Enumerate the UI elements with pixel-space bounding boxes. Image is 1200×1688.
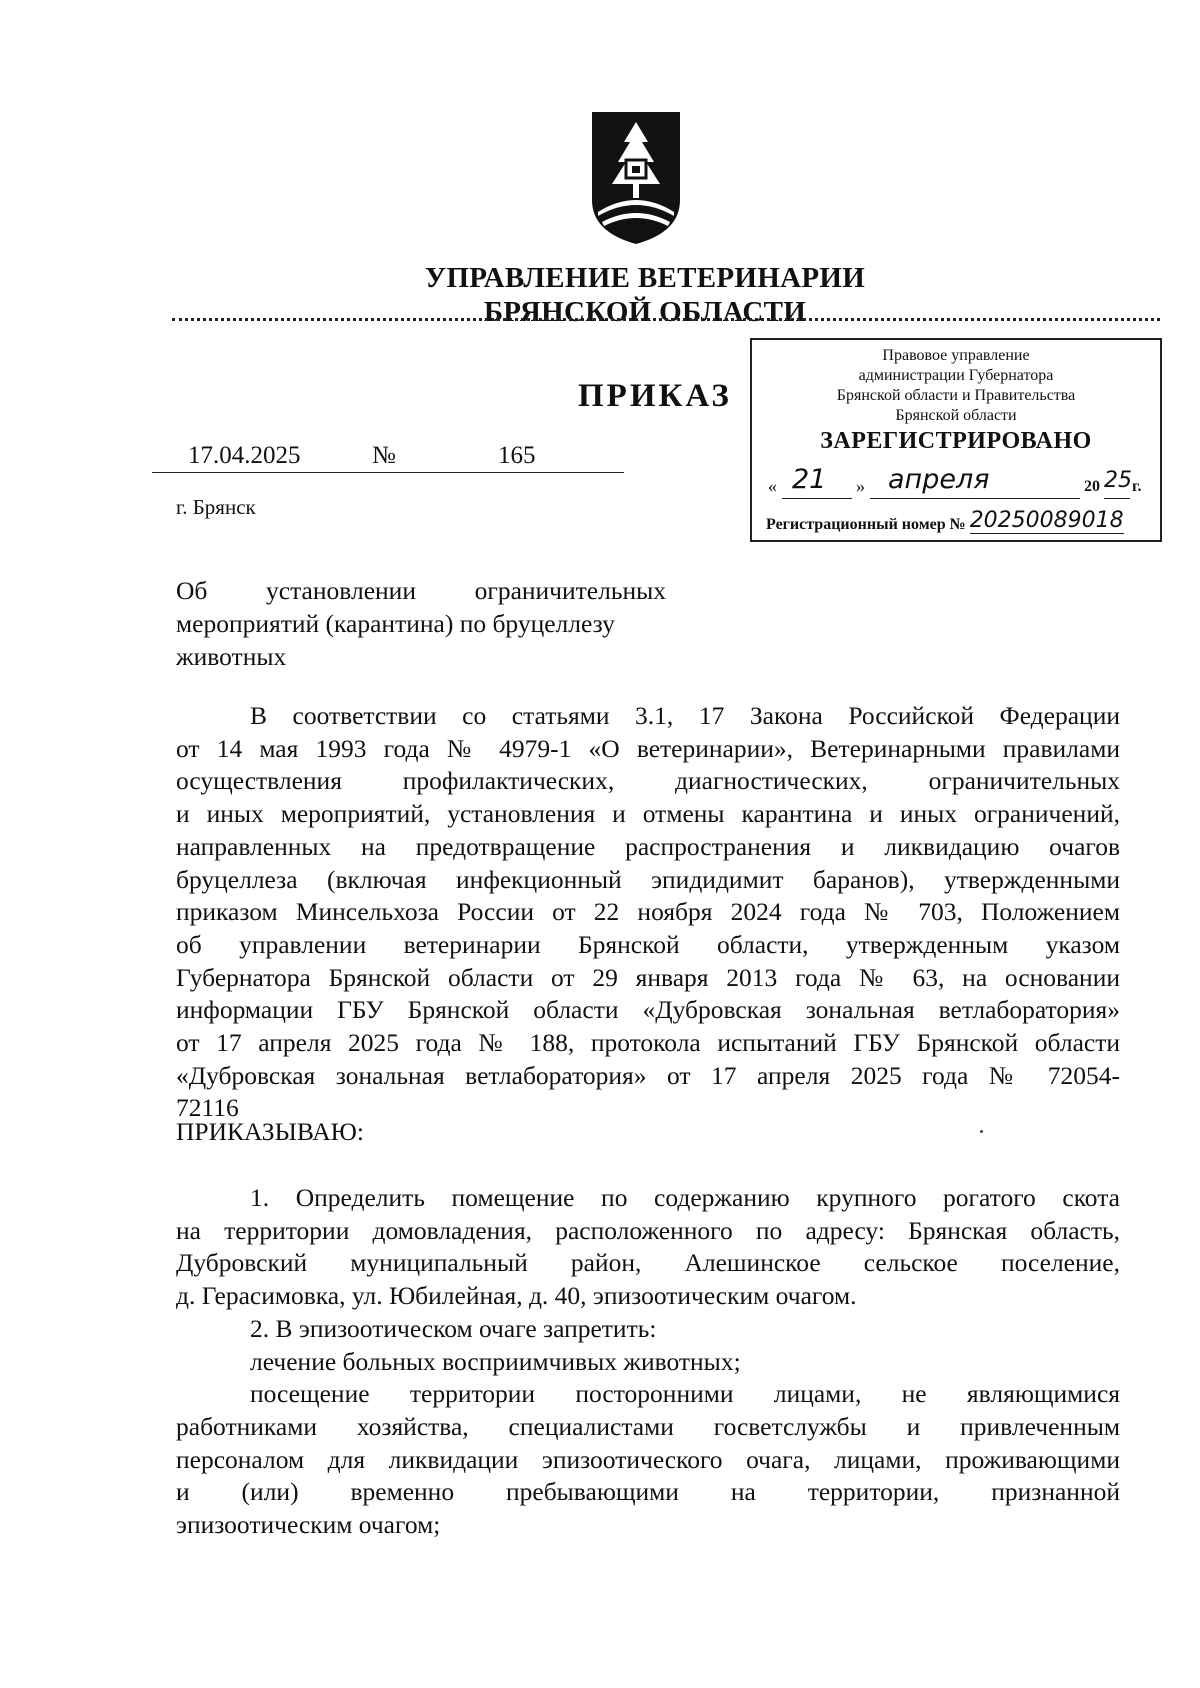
stamp-year-unit: г.: [1132, 478, 1142, 495]
issue-city: г. Брянск: [176, 495, 256, 519]
subject-line3: животных: [176, 642, 287, 671]
order-items: [176, 1182, 1120, 1542]
preamble-line: об управлении ветеринарии Брянской области, утвержденным указом: [176, 929, 1120, 959]
stamp-reg-label: Регистрационный номер №: [766, 516, 966, 533]
stamp-close-quote: »: [856, 476, 865, 496]
header-divider: [172, 318, 1160, 321]
stamp-open-quote: «: [768, 476, 777, 496]
subject-line2: мероприятий (карантина) по бруцеллезу: [176, 609, 615, 638]
item-line: работниками хозяйства, специалистами госветслужбы и привлеченным: [176, 1411, 1120, 1441]
item-line: на территории домовладения, расположенного по адресу: Брянская область,: [176, 1215, 1120, 1245]
item-line: персоналом для ликвидации эпизоотического очага, лицами, проживающими: [176, 1444, 1120, 1474]
stamp-year-suffix: 25: [1104, 468, 1132, 493]
item-line: эпизоотическим очагом;: [176, 1510, 441, 1540]
registration-stamp: [750, 338, 1162, 542]
order-word: ПРИКАЗЫВАЮ:: [176, 1117, 364, 1146]
order-number: 165: [498, 442, 536, 469]
document-title: ПРИКАЗ: [578, 378, 732, 414]
subject-line1: Об установлении ограничительных: [176, 576, 666, 605]
stamp-line1: Правовое управление: [882, 347, 1030, 364]
org-name-line1: УПРАВЛЕНИЕ ВЕТЕРИНАРИИ: [424, 262, 866, 294]
preamble-line: приказом Минсельхоза России от 22 ноября 2024 года № 703, Положением: [176, 897, 1120, 927]
preamble-line: «Дубровская зональная ветлаборатория» от 17 апреля 2025 года № 72054-: [176, 1060, 1120, 1090]
preamble-line: направленных на предотвращение распространения и ликвидацию очагов: [176, 831, 1120, 861]
number-label: №: [372, 442, 396, 469]
order-date: 17.04.2025: [188, 442, 301, 469]
coat-of-arms-emblem: [588, 108, 684, 248]
stamp-month: апреля: [888, 464, 990, 495]
item-line: лечение больных восприимчивых животных;: [250, 1346, 741, 1376]
item-line: 2. В эпизоотическом очаге запретить:: [250, 1313, 657, 1343]
date-number-line: [152, 442, 624, 473]
preamble-line: Губернатора Брянской области от 29 января 2013 года № 63, на основании: [176, 962, 1120, 992]
item-line: 1. Определить помещение по содержанию крупного рогатого скота: [250, 1183, 1120, 1212]
preamble-line: и иных мероприятий, установления и отмены карантина и иных ограничений,: [176, 799, 1120, 829]
preamble-line: информации ГБУ Брянской области «Дубровская зональная ветлаборатория»: [176, 995, 1120, 1025]
item-line: д. Герасимовка, ул. Юбилейная, д. 40, эпизоотическим очагом.: [176, 1281, 857, 1311]
item-line: посещение территории посторонними лицами, не являющимися: [250, 1379, 1120, 1409]
stamp-date-line: [766, 464, 1152, 502]
preamble-line: 72116: [176, 1093, 239, 1123]
stamp-reg-line: [766, 510, 1152, 535]
preamble-paragraph: [176, 700, 1120, 1125]
stamp-day: 21: [792, 464, 827, 495]
item-line: и (или) временно пребывающими на территории, признанной: [176, 1477, 1120, 1507]
stamp-line3: Брянской области и Правительства: [836, 387, 1076, 404]
item-line: Дубровский муниципальный район, Алешинское сельское поселение,: [176, 1248, 1120, 1278]
preamble-line: осуществления профилактических, диагностических, ограничительных: [176, 766, 1120, 796]
order-subject: [176, 574, 666, 673]
scan-speck: [980, 1130, 983, 1133]
preamble-line: бруцеллеза (включая инфекционный эпидидимит баранов), утвержденными: [176, 864, 1120, 894]
preamble-line: от 14 мая 1993 года № 4979-1 «О ветеринарии», Ветеринарными правилами: [176, 733, 1120, 763]
stamp-line2: администрации Губернатора: [858, 367, 1054, 384]
preamble-line: от 17 апреля 2025 года № 188, протокола испытаний ГБУ Брянской области: [176, 1028, 1120, 1058]
preamble-line: В соответствии со статьями 3.1, 17 Закона Российской Федерации: [250, 701, 1120, 730]
stamp-line4: Брянской области: [895, 407, 1017, 424]
stamp-status: ЗАРЕГИСТРИРОВАНО: [820, 428, 1092, 454]
stamp-reg-number: 20250089018: [969, 508, 1124, 533]
stamp-year-prefix: 20: [1084, 478, 1100, 495]
org-name-line2: БРЯНСКОЙ ОБЛАСТИ: [483, 296, 807, 328]
